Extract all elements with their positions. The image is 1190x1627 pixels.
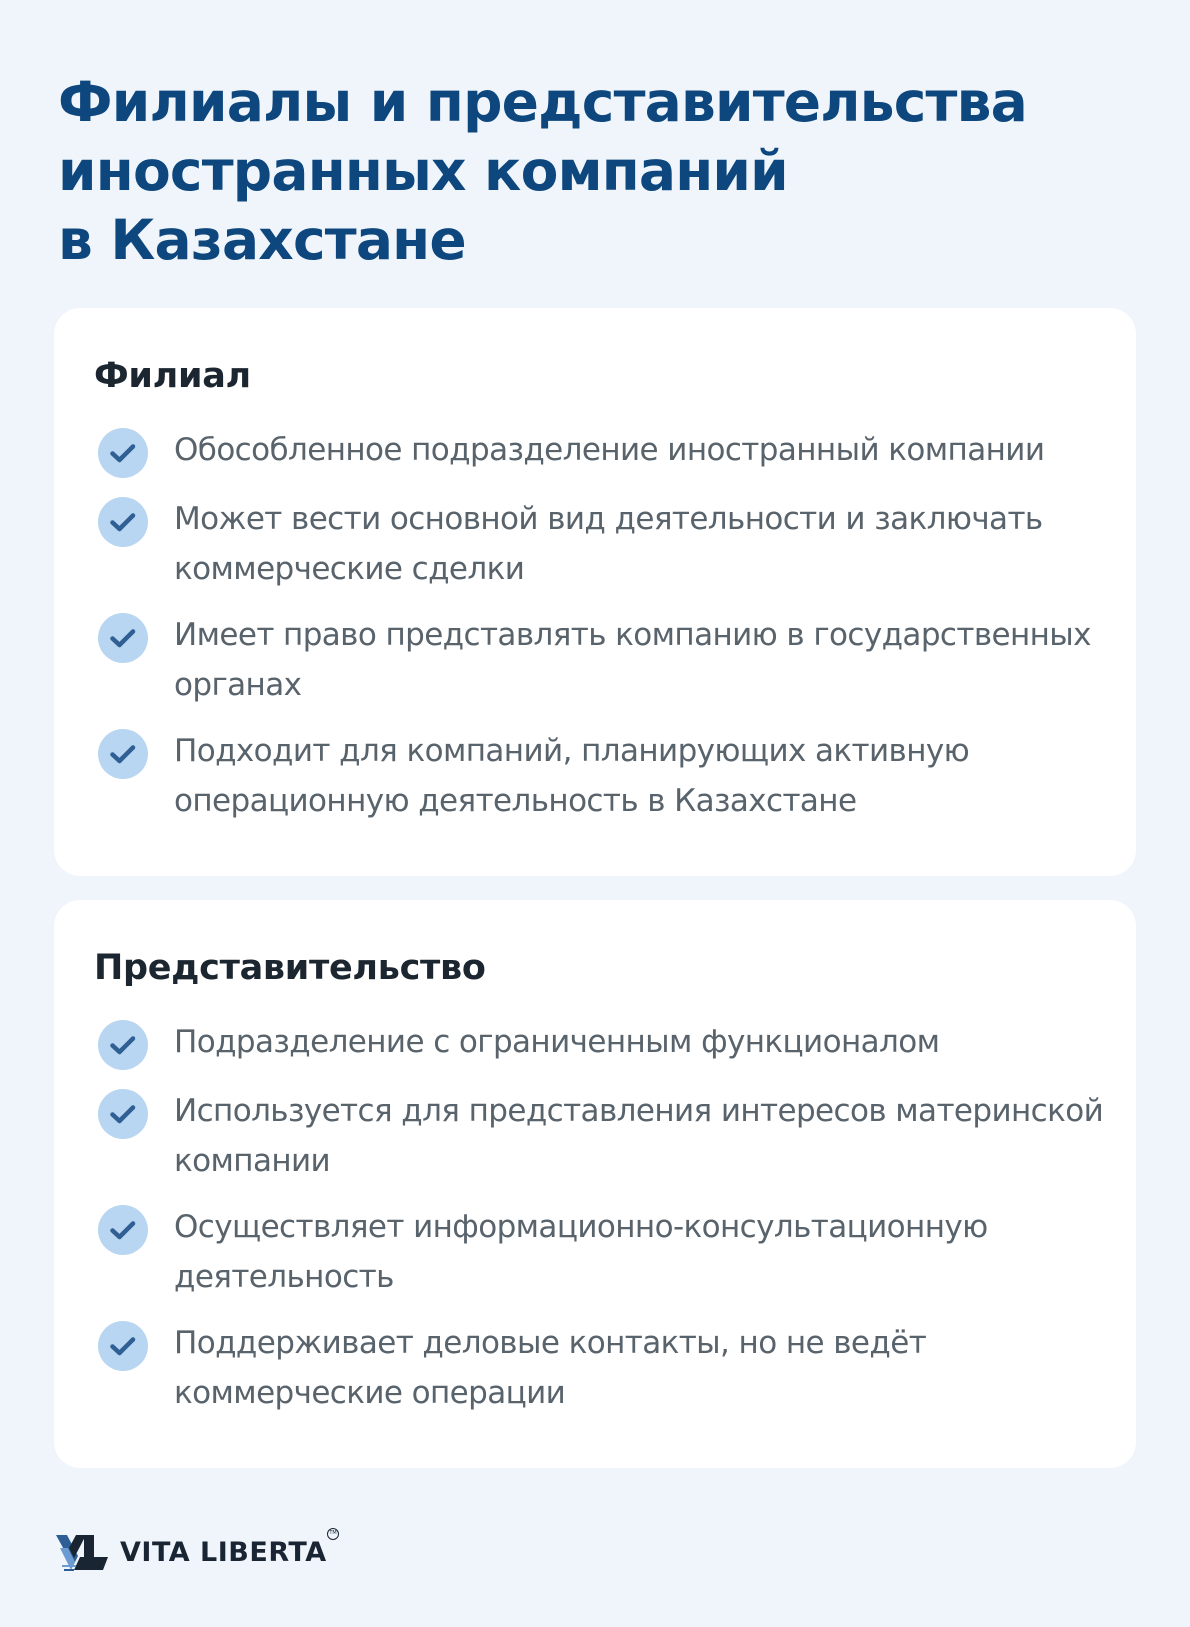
checkmark-icon xyxy=(98,613,148,663)
list-item-text: Подходит для компаний, планирующих активную операционную деятельность в Казахстане xyxy=(174,733,970,819)
branch-card-title: Филиал xyxy=(94,356,251,396)
list-item-text: Имеет право представлять компанию в государственных органах xyxy=(174,617,1091,703)
branch-card xyxy=(54,308,1136,876)
checkmark-icon xyxy=(98,1089,148,1139)
checkmark-icon xyxy=(98,1205,148,1255)
page-title-line-1: Филиалы и представительства xyxy=(58,70,1027,134)
page-title-line-3: в Казахстане xyxy=(58,208,466,272)
representative-office-card-title: Представительство xyxy=(94,948,486,988)
list-item-text: Может вести основной вид деятельности и заключать коммерческие сделки xyxy=(174,501,1043,587)
checkmark-icon xyxy=(98,729,148,779)
representative-office-card xyxy=(54,900,1136,1468)
trademark-mark: TM xyxy=(327,1528,339,1540)
page-title xyxy=(58,68,1118,275)
brand-name: VITA LIBERTA xyxy=(120,1537,327,1568)
page-title-line-2: иностранных компаний xyxy=(58,139,788,203)
checkmark-icon xyxy=(98,1020,148,1070)
brand-logo-icon xyxy=(54,1532,110,1579)
list-item-text: Обособленное подразделение иностранный компании xyxy=(174,432,1045,468)
list-item-text: Осуществляет информационно-консультационную деятельность xyxy=(174,1209,988,1295)
brand-logo xyxy=(54,1528,354,1578)
list-item-text: Используется для представления интересов материнской компании xyxy=(174,1093,1104,1179)
list-item-text: Поддерживает деловые контакты, но не ведёт коммерческие операции xyxy=(174,1325,927,1411)
checkmark-icon xyxy=(98,428,148,478)
checkmark-icon xyxy=(98,1321,148,1371)
list-item-text: Подразделение с ограниченным функционалом xyxy=(174,1024,940,1060)
checkmark-icon xyxy=(98,497,148,547)
